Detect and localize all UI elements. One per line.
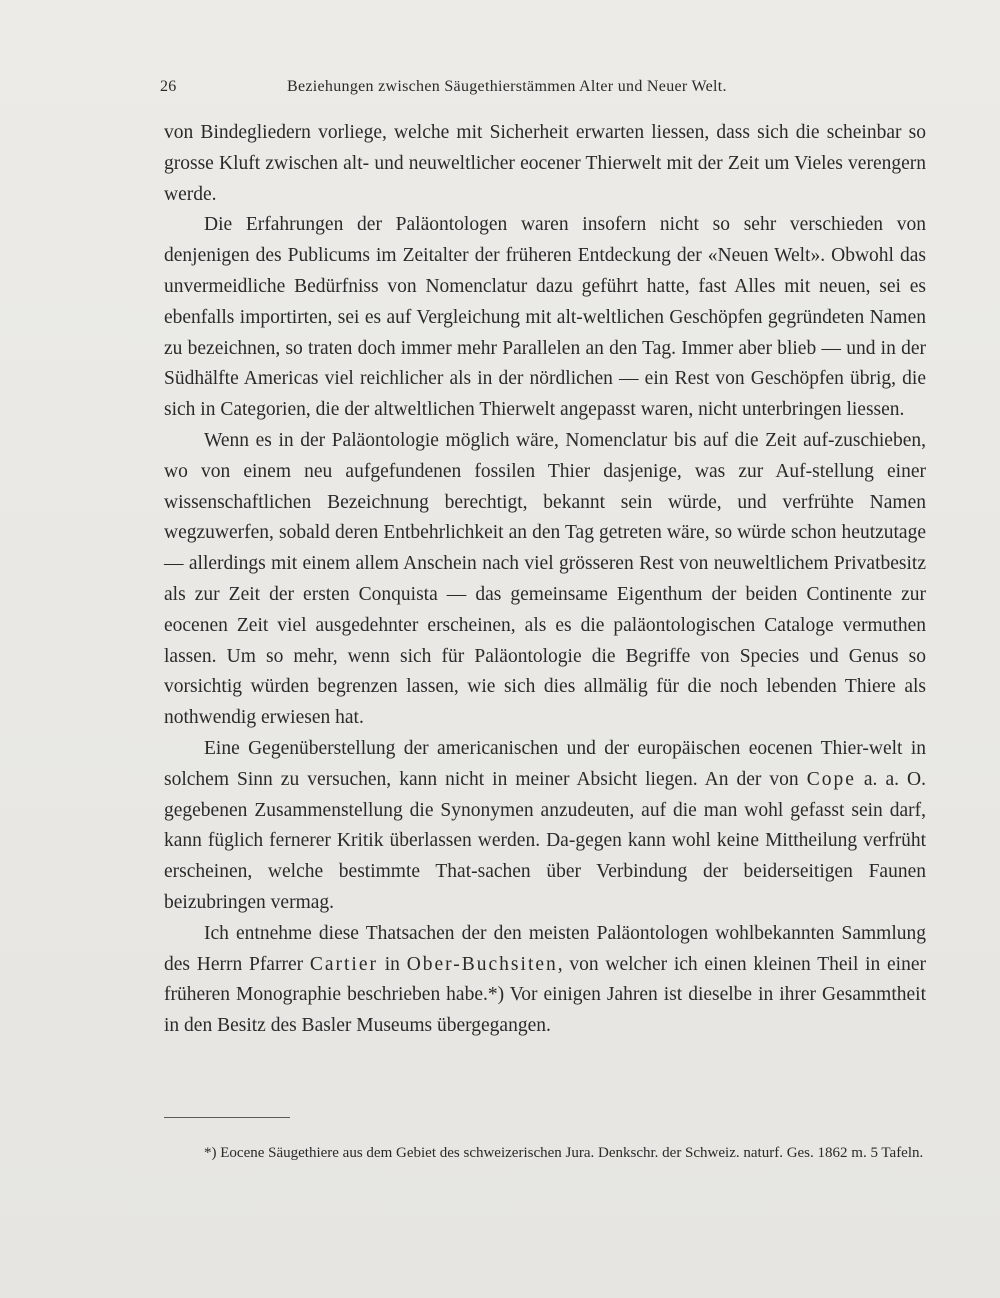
place-name-ober-buchsiten: Ober-Buchsiten	[406, 953, 558, 975]
paragraph-1	[164, 118, 926, 210]
paragraph-text: Eine Gegenüberstellung der americanischen und der europäischen eocenen Thier-welt in solchem Sinn zu versuchen, kann nicht in meiner Absicht liegen. An der von	[164, 737, 926, 790]
body-text	[164, 118, 926, 1042]
page-header	[160, 78, 930, 104]
paragraph-text: Ich entnehme diese Thatsachen der den meisten Paläontologen wohlbekannten Sammlung des Herrn Pfarrer	[164, 922, 926, 975]
paragraph-text: in	[378, 953, 407, 975]
paragraph-3	[164, 426, 926, 734]
page-number: 26	[160, 78, 177, 95]
running-title: Beziehungen zwischen Säugethierstämmen Alter und Neuer Welt.	[287, 78, 727, 95]
paragraph-text: , von welcher ich einen kleinen Theil in einer früheren Monographie beschrieben habe.*) Vor einigen Jahren ist dieselbe in ihrer Gesammtheit in den Besitz des Basler Museums übergegangen.	[164, 953, 927, 1037]
paragraph-4	[164, 734, 926, 919]
paragraph-text: Wenn es in der Paläontologie möglich wäre, Nomenclatur bis auf die Zeit auf-zuschieben, wo von einem neu aufgefundenen fossilen Thier dasjenige, was zur Auf-stellung einer wissenschaftlichen Bezeichnung berechtigt, bekannt sein würde, und verfrühte Namen wegzuwerfen, sobald deren Entbehrlichkeit an den Tag getreten wäre, so würde schon heutzutage — allerdings mit einem allem Anschein nach viel grösseren Rest von neuweltlichem Privatbesitz als zur Zeit der ersten Conquista — das gemeinsame Eigenthum der beiden Continente zur eocenen Zeit viel ausgedehnter erscheinen, als es die paläontologischen Cataloge vermuthen lassen. Um so mehr, wenn sich für Paläontologie die Begriffe von Species und Genus so vorsichtig würden begrenzen lassen, wie sich dies allmälig für die noch lebenden Thiere als nothwendig erwiesen hat.	[164, 429, 926, 729]
paragraph-text: a. a. O. gegebenen Zusammenstellung die Synonymen anzudeuten, auf die man wohl gefasst sein darf, kann füglich fernerer Kritik überlassen werden. Da-gegen kann wohl keine Mittheilung verfrüht erscheinen, welche bestimmte That-sachen über Verbindung der beiderseitigen Faunen beizubringen vermag.	[164, 768, 926, 913]
paragraph-5	[164, 919, 926, 1042]
footnote-divider	[164, 1117, 290, 1118]
paragraph-2	[164, 210, 926, 426]
paragraph-text: von Bindegliedern vorliege, welche mit Sicherheit erwarten liessen, dass sich die scheinbar so grosse Kluft zwischen alt- und neuweltlicher eocener Thierwelt mit der Zeit um Vieles verengern werde.	[164, 122, 926, 205]
footnote: *) Eocene Säugethiere aus dem Gebiet des schweizerischen Jura. Denkschr. der Schweiz. naturf. Ges. 1862 m. 5 Tafeln.	[204, 1145, 924, 1161]
author-name-cope: Cope	[806, 768, 856, 790]
person-name-cartier: Cartier	[309, 953, 378, 975]
paragraph-text: Die Erfahrungen der Paläontologen waren insofern nicht so sehr verschieden von denjenigen des Publicums im Zeitalter der früheren Entdeckung der «Neuen Welt». Obwohl das unvermeidliche Bedürfniss von Nomenclatur dazu geführt hatte, fast Alles mit neuen, sei es ebenfalls importirten, sei es auf Vergleichung mit alt-weltlichen Geschöpfen gegründeten Namen zu bezeichnen, so traten doch immer mehr Parallelen an den Tag. Immer aber blieb — und in der Südhälfte Americas viel reichlicher als in der nördlichen — ein Rest von Geschöpfen übrig, die sich in Categorien, die der altweltlichen Thierwelt angepasst waren, nicht unterbringen liessen.	[164, 214, 926, 421]
